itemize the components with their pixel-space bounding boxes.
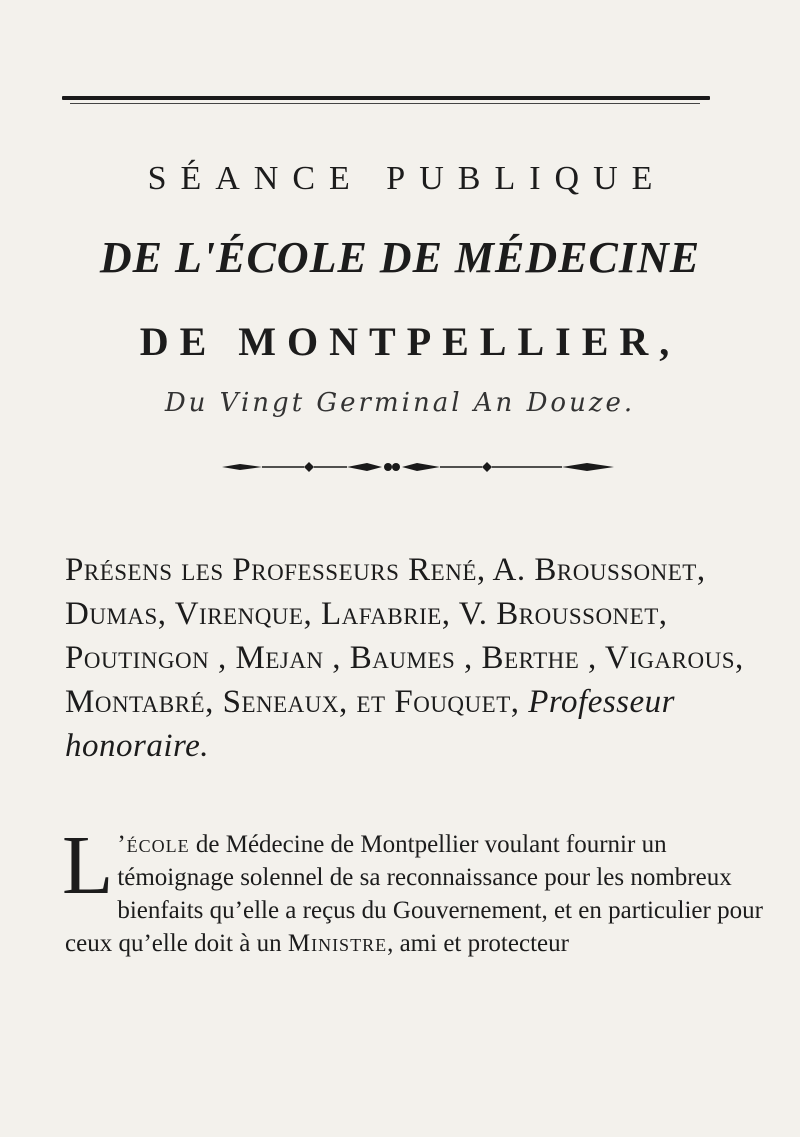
top-rule-thin [70,103,700,104]
title-seance-publique: SÉANCE PUBLIQUE [147,160,667,197]
body-paragraph [62,819,765,960]
attendees-list: Présens les Professeurs René, A. Broussonet, Dumas, Virenque, Lafabrie, V. Broussonet, Poutingon , Mejan , Baumes , Berthe , Vigarous, Montabré, Seneaux, et Fouquet, [65,552,744,720]
body-text-part-1: de Médecine de Montpellier voulant fournir un témoignage solennel de sa reconnaissance pour les nombreux bienfaits qu’elle a reçus du Gouvernement, et en particulier pour ceux qu’elle doit à un [65,831,763,957]
body-first-word: ’école [117,831,190,858]
body-minister: Ministre [287,930,388,957]
top-rule [62,96,710,100]
title-ecole-medecine: DE L'ÉCOLE DE MÉDECINE [99,233,701,282]
title-montpellier: DE MONTPELLIER, [139,319,681,364]
ornament-divider [222,459,642,475]
attendees-paragraph [65,548,755,768]
date-line: Du Vingt Germinal An Douze. [164,388,636,418]
drop-cap: L [62,819,114,912]
honorary-professor: Professeur honoraire. [65,684,676,764]
body-text-part-2: , ami et protecteur [387,930,569,957]
